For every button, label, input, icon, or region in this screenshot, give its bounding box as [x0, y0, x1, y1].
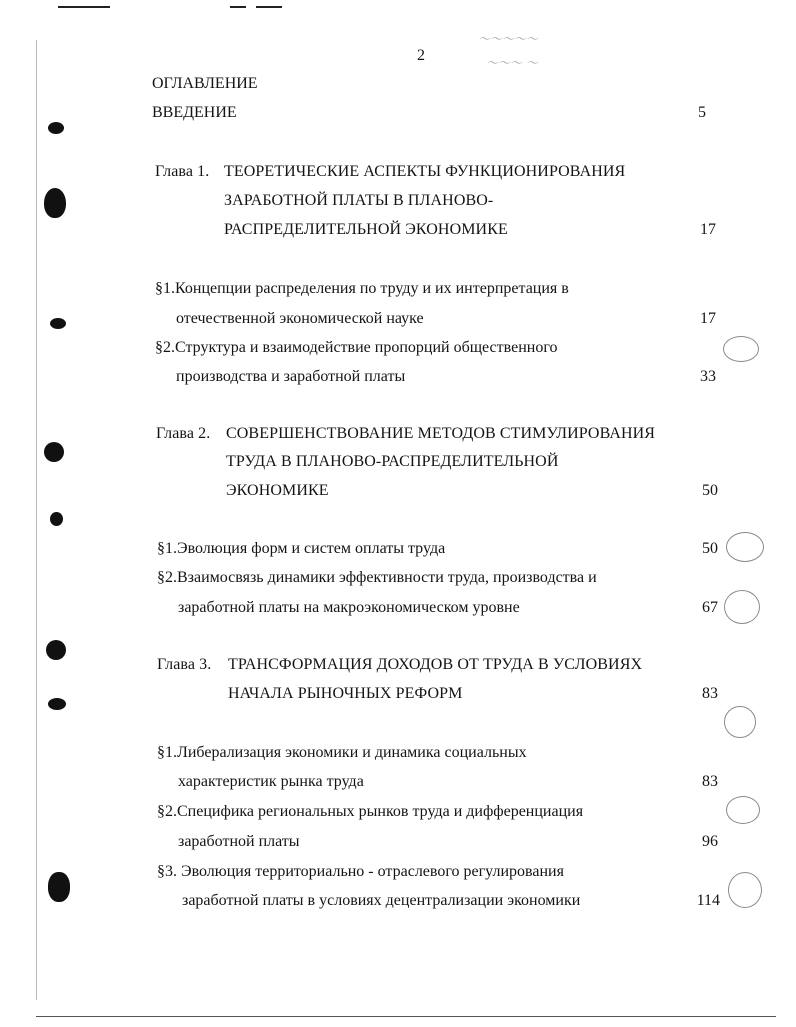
section-page: 33: [700, 368, 716, 385]
chapter-2-label: Глава 2.: [156, 425, 211, 442]
section-line: заработной платы на макроэкономическом уровне: [178, 599, 520, 616]
chapter-1-label: Глава 1.: [155, 163, 210, 180]
scan-left-edge: [36, 40, 37, 1000]
scan-top-mark: [58, 6, 110, 8]
chapter-1-title-line: ЗАРАБОТНОЙ ПЛАТЫ В ПЛАНОВО-: [224, 192, 494, 209]
punch-hole-mark: [48, 122, 64, 134]
chapter-3-title-line: ТРАНСФОРМАЦИЯ ДОХОДОВ ОТ ТРУДА В УСЛОВИЯХ: [228, 656, 643, 673]
scan-bottom-edge: [36, 1016, 776, 1017]
section-line: производства и заработной платы: [176, 368, 406, 385]
section-line: отечественной экономической науке: [176, 310, 424, 327]
chapter-1-page: 17: [700, 221, 716, 238]
chapter-2-title-line: ЭКОНОМИКЕ: [226, 482, 329, 499]
section-line: §1.Либерализация экономики и динамика социальных: [157, 744, 527, 761]
pencil-circle-mark: [726, 796, 760, 824]
chapter-1-title-line: РАСПРЕДЕЛИТЕЛЬНОЙ ЭКОНОМИКЕ: [224, 221, 508, 238]
section-page: 114: [696, 892, 720, 909]
section-line: §2.Взаимосвязь динамики эффективности труда, производства и: [157, 569, 597, 586]
section-line: характеристик рынка труда: [178, 773, 364, 790]
punch-hole-mark: [44, 188, 66, 218]
section-page: 50: [702, 540, 718, 557]
intro-label: ВВЕДЕНИЕ: [152, 104, 237, 121]
section-line: §1.Эволюция форм и систем оплаты труда: [157, 540, 446, 557]
chapter-2-title-line: ТРУДА В ПЛАНОВО-РАСПРЕДЕЛИТЕЛЬНОЙ: [226, 453, 559, 470]
section-page: 17: [700, 310, 716, 327]
toc-heading: ОГЛАВЛЕНИЕ: [152, 75, 258, 92]
section-line: §1.Концепции распределения по труду и их интерпретация в: [155, 280, 569, 297]
pencil-scribble: ～～～～～: [478, 32, 539, 46]
section-page: 83: [702, 773, 718, 790]
punch-hole-mark: [46, 640, 66, 660]
chapter-2-title-line: СОВЕРШЕНСТВОВАНИЕ МЕТОДОВ СТИМУЛИРОВАНИЯ: [226, 425, 656, 442]
section-line: §3. Эволюция территориально - отраслевого регулирования: [157, 863, 564, 880]
section-page: 96: [702, 833, 718, 850]
chapter-3-page: 83: [702, 685, 718, 702]
pencil-circle-mark: [724, 590, 760, 624]
section-line: §2.Структура и взаимодействие пропорций общественного: [155, 339, 558, 356]
pencil-circle-mark: [723, 336, 759, 362]
section-line: §2.Специфика региональных рынков труда и дифференциация: [157, 803, 584, 820]
punch-hole-mark: [48, 872, 70, 902]
punch-hole-mark: [50, 318, 66, 329]
chapter-2-page: 50: [702, 482, 718, 499]
pencil-scribble: ～～～ ～: [486, 56, 538, 70]
section-line: заработной платы: [178, 833, 300, 850]
intro-page: 5: [698, 104, 706, 121]
punch-hole-mark: [50, 512, 63, 526]
page-number: 2: [417, 47, 425, 64]
scan-top-mark: [256, 6, 282, 8]
section-line: заработной платы в условиях децентрализации экономики: [182, 892, 581, 909]
scan-top-mark: [230, 6, 246, 8]
pencil-circle-mark: [726, 532, 764, 562]
punch-hole-mark: [48, 698, 66, 710]
chapter-1-title-line: ТЕОРЕТИЧЕСКИЕ АСПЕКТЫ ФУНКЦИОНИРОВАНИЯ: [224, 163, 626, 180]
pencil-circle-mark: [728, 872, 762, 908]
chapter-3-title-line: НАЧАЛА РЫНОЧНЫХ РЕФОРМ: [228, 685, 463, 702]
punch-hole-mark: [44, 442, 64, 462]
section-page: 67: [702, 599, 718, 616]
chapter-3-label: Глава 3.: [157, 656, 212, 673]
pencil-circle-mark: [724, 706, 756, 738]
